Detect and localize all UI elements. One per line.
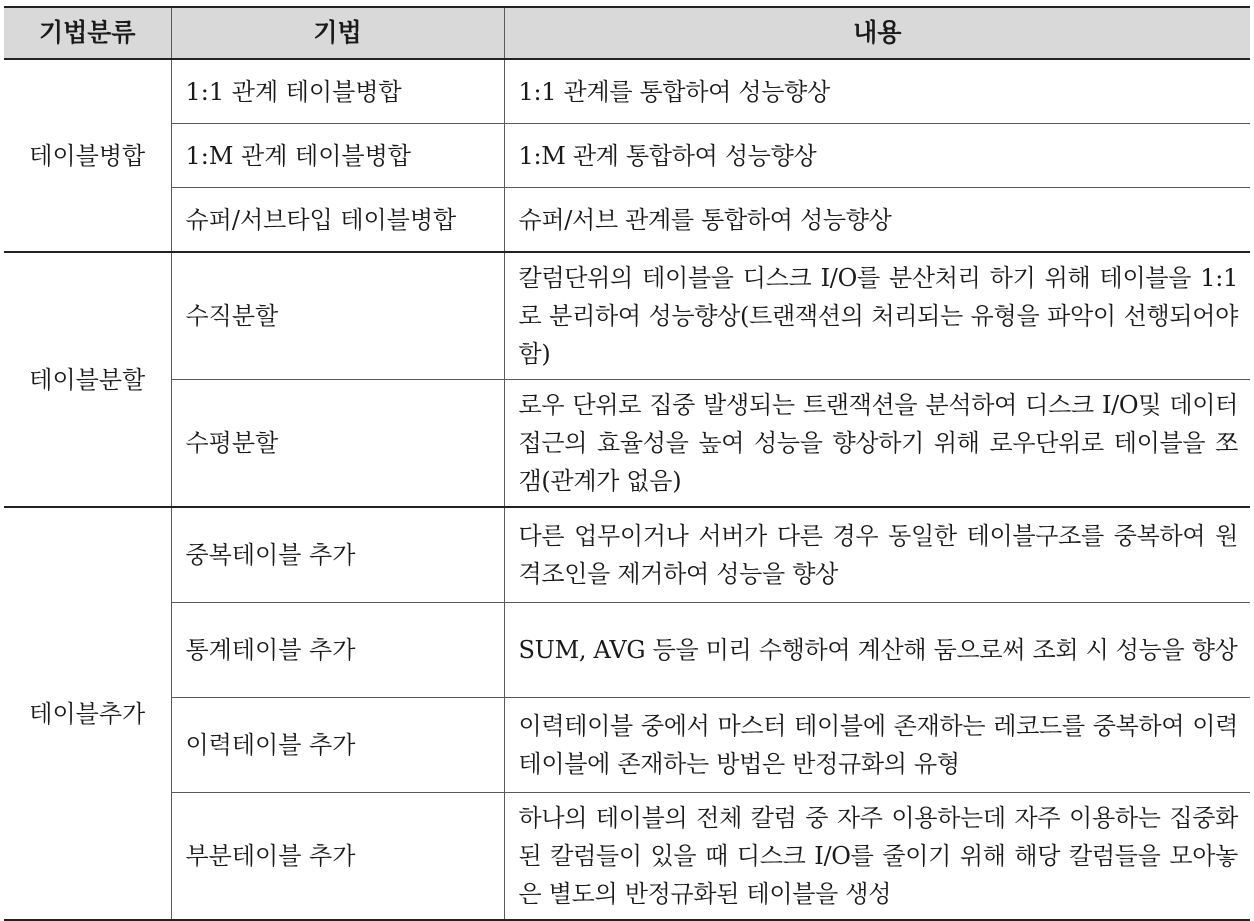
header-content: 내용 xyxy=(504,7,1250,59)
table-row xyxy=(4,793,1250,921)
technique-cell: 슈퍼/서브타입 테이블병합 xyxy=(171,188,504,253)
table-header xyxy=(4,7,1250,59)
technique-cell: 부분테이블 추가 xyxy=(171,793,504,921)
table-row xyxy=(4,507,1250,603)
content-cell: 1:M 관계 통합하여 성능향상 xyxy=(504,124,1250,188)
category-cell: 테이블추가 xyxy=(4,507,171,920)
header-row xyxy=(4,7,1250,59)
header-category: 기법분류 xyxy=(4,7,171,59)
technique-cell: 1:M 관계 테이블병합 xyxy=(171,124,504,188)
content-cell: 로우 단위로 집중 발생되는 트랜잭션을 분석하여 디스크 I/O및 데이터접근의 효율성을 높여 성능을 향상하기 위해 로우단위로 테이블을 쪼갬(관계가 없음) xyxy=(504,380,1250,508)
technique-cell: 수직분할 xyxy=(171,252,504,380)
table-body xyxy=(4,59,1250,920)
content-cell: 이력테이블 중에서 마스터 테이블에 존재하는 레코드를 중복하여 이력테이블에 존재하는 방법은 반정규화의 유형 xyxy=(504,698,1250,793)
technique-cell: 통계테이블 추가 xyxy=(171,603,504,698)
content-cell: 1:1 관계를 통합하여 성능향상 xyxy=(504,59,1250,124)
header-technique: 기법 xyxy=(171,7,504,59)
table-row xyxy=(4,603,1250,698)
denormalization-techniques-table xyxy=(4,6,1250,921)
content-cell: 슈퍼/서브 관계를 통합하여 성능향상 xyxy=(504,188,1250,253)
technique-cell: 수평분할 xyxy=(171,380,504,508)
category-cell: 테이블병합 xyxy=(4,59,171,252)
category-cell: 테이블분할 xyxy=(4,252,171,507)
content-cell: SUM, AVG 등을 미리 수행하여 계산해 둠으로써 조회 시 성능을 향상 xyxy=(504,603,1250,698)
table-row xyxy=(4,188,1250,253)
table-row xyxy=(4,380,1250,508)
table-row xyxy=(4,252,1250,380)
technique-cell: 이력테이블 추가 xyxy=(171,698,504,793)
content-cell: 하나의 테이블의 전체 칼럼 중 자주 이용하는데 자주 이용하는 집중화된 칼럼들이 있을 때 디스크 I/O를 줄이기 위해 해당 칼럼들을 모아놓은 별도의 반정규화된 테이블을 생성 xyxy=(504,793,1250,921)
table-row xyxy=(4,698,1250,793)
content-cell: 칼럼단위의 테이블을 디스크 I/O를 분산처리 하기 위해 테이블을 1:1로 분리하여 성능향상(트랜잭션의 처리되는 유형을 파악이 선행되어야 함) xyxy=(504,252,1250,380)
table-row xyxy=(4,59,1250,124)
table-row xyxy=(4,124,1250,188)
content-cell: 다른 업무이거나 서버가 다른 경우 동일한 테이블구조를 중복하여 원격조인을 제거하여 성능을 향상 xyxy=(504,507,1250,603)
technique-cell: 1:1 관계 테이블병합 xyxy=(171,59,504,124)
technique-cell: 중복테이블 추가 xyxy=(171,507,504,603)
